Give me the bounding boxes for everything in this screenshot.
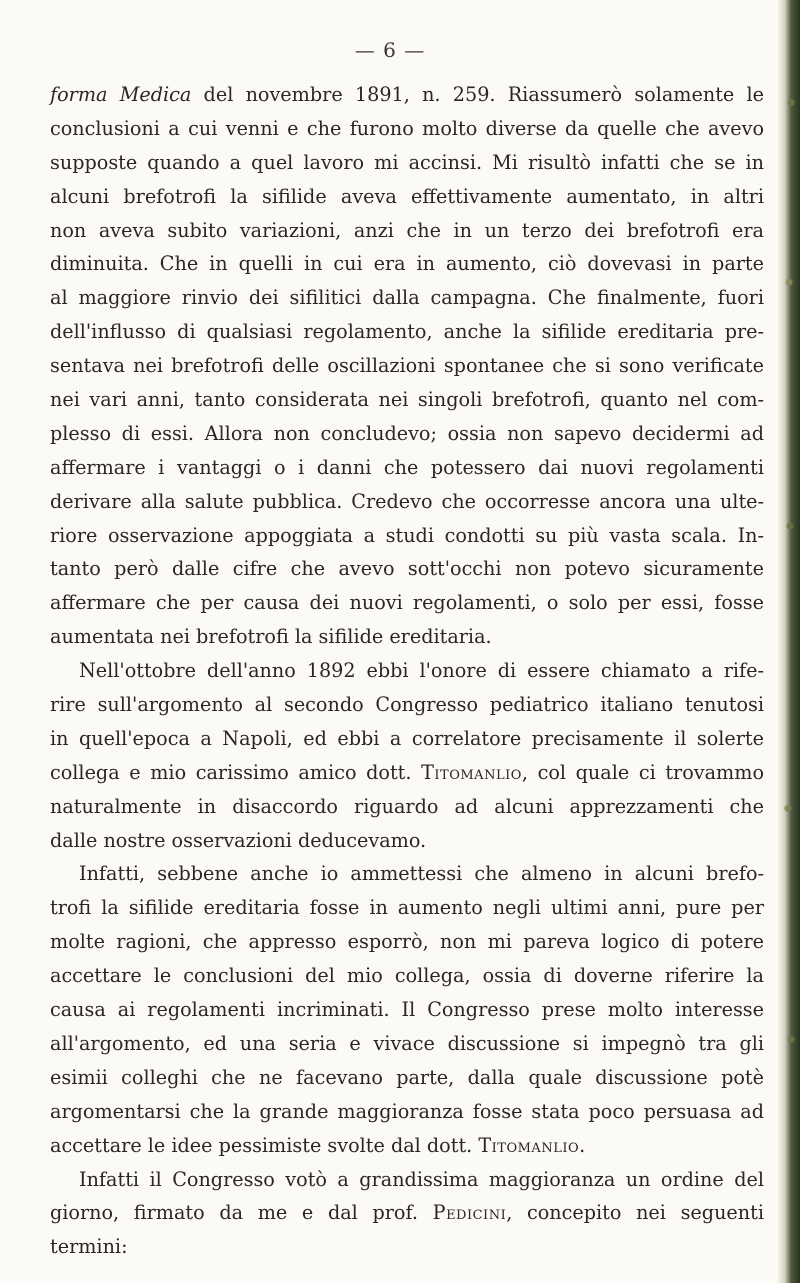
text-segment: del novembre 1891, n. 259. Riassumerò solamente le xyxy=(191,83,764,106)
text-line xyxy=(50,654,764,688)
journal-name: forma Medica xyxy=(50,83,192,106)
text-segment: causa ai regolamenti incriminati. Il Congresso prese molto interesse xyxy=(50,998,764,1022)
text-segment: Infatti, sebbene anche io ammettessi che almeno in alcuni brefo- xyxy=(79,862,764,886)
body-text xyxy=(50,78,764,1264)
text-segment: giorno, firmato da me e dal prof. xyxy=(50,1201,433,1225)
text-segment: all'argomento, ed una seria e vivace discussione si impegnò tra gli xyxy=(50,1031,764,1055)
text-line xyxy=(50,857,764,891)
text-line xyxy=(50,451,764,485)
text-segment: aumentata nei brefotrofi la sifilide ereditaria. xyxy=(50,625,492,649)
text-line xyxy=(50,756,764,790)
text-line xyxy=(50,688,764,722)
text-line xyxy=(50,180,764,214)
person-name: Titomanlio xyxy=(421,760,522,784)
text-line xyxy=(50,552,764,586)
text-segment: dalle nostre osservazioni deducevamo. xyxy=(50,828,427,852)
text-segment: molte ragioni, che appresso esporrò, non mi pareva logico di potere xyxy=(50,930,764,954)
text-segment: riore osservazione appoggiata a studi condotti su più vasta scala. In- xyxy=(50,523,764,547)
page-number: — 6 — xyxy=(354,38,426,62)
text-segment: naturalmente in disaccordo riguardo ad alcuni apprezzamenti che xyxy=(50,794,764,818)
text-segment: , concepito nei seguenti xyxy=(506,1201,764,1225)
text-segment: , col quale ci trovammo xyxy=(521,760,764,784)
text-segment: . xyxy=(579,1133,586,1157)
text-line xyxy=(50,790,764,824)
text-line xyxy=(50,349,764,383)
text-line xyxy=(50,959,764,993)
text-segment: affermare che per causa dei nuovi regolamenti, o solo per essi, fosse xyxy=(50,591,764,615)
text-line xyxy=(50,315,764,349)
text-segment: conclusioni a cui venni e che furono molto diverse da quelle che avevo xyxy=(50,116,764,140)
text-line xyxy=(50,519,764,553)
text-segment: rire sull'argomento al secondo Congresso pediatrico italiano tenutosi xyxy=(50,693,764,717)
text-segment: derivare alla salute pubblica. Credevo che occorresse ancora una ulte- xyxy=(50,489,764,513)
text-line xyxy=(50,1095,764,1129)
text-segment: sentava nei brefotrofi delle oscillazioni spontanee che si sono verificate xyxy=(50,354,764,378)
text-line xyxy=(50,281,764,315)
text-line xyxy=(50,891,764,925)
text-segment: plesso di essi. Allora non concludevo; ossia non sapevo decidermi ad xyxy=(50,421,764,445)
text-line xyxy=(50,993,764,1027)
text-line xyxy=(50,383,764,417)
text-line xyxy=(50,1196,764,1230)
text-segment: accettare le idee pessimiste svolte dal dott. xyxy=(50,1133,479,1157)
text-segment: dell'influsso di qualsiasi regolamento, anche la sifilide ereditaria pre- xyxy=(50,320,764,344)
text-segment: alcuni brefotrofi la sifilide aveva effettivamente aumentato, in altri xyxy=(50,184,764,208)
person-name: Pedicini xyxy=(432,1201,507,1225)
text-line xyxy=(50,1230,764,1264)
text-segment: supposte quando a quel lavoro mi accinsi. Mi risultò infatti che se in xyxy=(50,150,764,174)
text-line xyxy=(50,146,764,180)
text-line xyxy=(50,78,764,112)
text-line xyxy=(50,925,764,959)
text-line xyxy=(50,722,764,756)
text-line xyxy=(50,824,764,858)
text-segment: accettare le conclusioni del mio collega, ossia di doverne riferire la xyxy=(50,964,764,988)
text-segment: in quell'epoca a Napoli, ed ebbi a correlatore precisamente il solerte xyxy=(50,726,764,750)
text-segment: Nell'ottobre dell'anno 1892 ebbi l'onore di essere chiamato a rife- xyxy=(79,659,764,683)
text-line xyxy=(50,1027,764,1061)
text-segment: termini: xyxy=(50,1235,128,1259)
text-line xyxy=(50,247,764,281)
page-edge-stains xyxy=(778,0,800,1283)
text-line xyxy=(50,417,764,451)
text-line xyxy=(50,586,764,620)
text-segment: collega e mio carissimo amico dott. xyxy=(50,760,422,784)
text-line xyxy=(50,1061,764,1095)
text-segment: al maggiore rinvio dei sifilitici dalla campagna. Che finalmente, fuori xyxy=(50,286,764,310)
text-segment: tanto però dalle cifre che avevo sott'occhi non potevo sicuramente xyxy=(50,557,764,581)
text-segment: trofi la sifilide ereditaria fosse in aumento negli ultimi anni, pure per xyxy=(50,896,764,920)
text-segment: affermare i vantaggi o i danni che potessero dai nuovi regolamenti xyxy=(50,455,764,479)
text-segment: nei vari anni, tanto considerata nei singoli brefotrofi, quanto nel com- xyxy=(50,388,764,412)
text-line xyxy=(50,485,764,519)
person-name: Titomanlio xyxy=(478,1133,580,1157)
text-line xyxy=(50,620,764,654)
text-line xyxy=(50,214,764,248)
text-segment: argomentarsi che la grande maggioranza fosse stata poco persuasa ad xyxy=(50,1099,764,1123)
text-segment: diminuita. Che in quelli in cui era in aumento, ciò dovevasi in parte xyxy=(50,252,764,276)
text-segment: non aveva subito variazioni, anzi che in un terzo dei brefotrofi era xyxy=(50,218,764,242)
text-segment: esimii colleghi che ne facevano parte, dalla quale discussione potè xyxy=(50,1065,764,1089)
text-line xyxy=(50,1129,764,1163)
text-line xyxy=(50,1163,764,1197)
text-segment: Infatti il Congresso votò a grandissima maggioranza un ordine del xyxy=(79,1167,764,1191)
text-line xyxy=(50,112,764,146)
